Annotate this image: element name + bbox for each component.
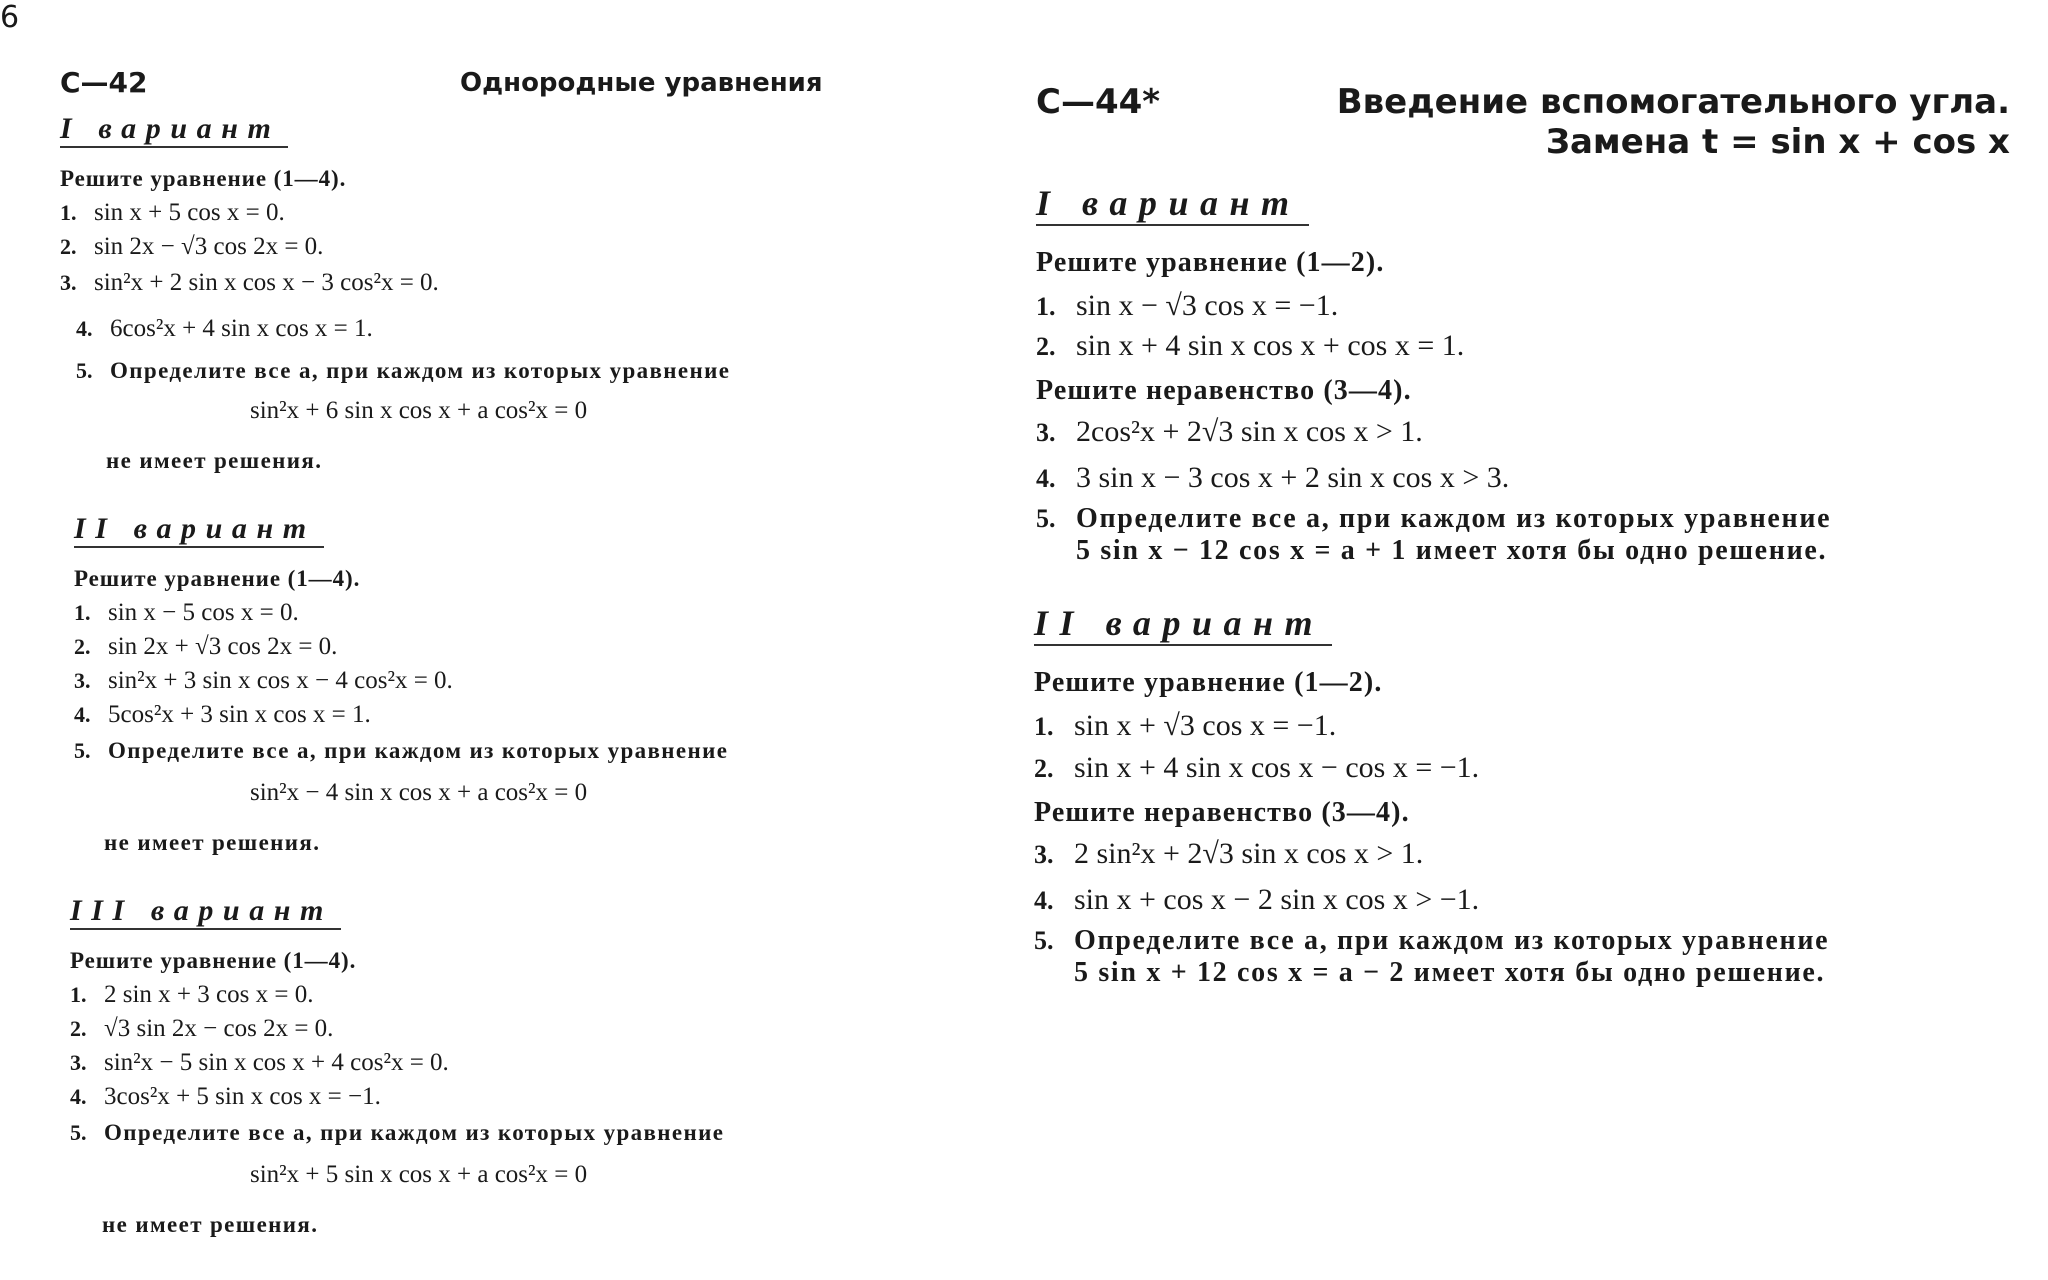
task-number: 5. [70,1120,87,1145]
instruction [1034,664,1382,701]
instruction [1034,794,1410,831]
task-number: 4. [74,702,91,727]
task-number: 3. [1036,418,1056,447]
task-number: 2. [1036,332,1056,361]
task-equation: 2cos²x + 2√3 sin x cos x > 1. [1076,415,1423,448]
task-text: 5 sin x − 12 cos x = a + 1 имеет хотя бы одно решение. [1076,535,1828,566]
section-code: С—44* [1036,82,1161,122]
task-equation: 6cos²x + 4 sin x cos x = 1. [110,315,373,342]
task-tail-text: не имеет решения. [106,448,323,473]
task-text: 5 sin x + 12 cos x = a − 2 имеет хотя бы одно решение. [1074,957,1826,988]
variant-heading: II вариант [74,512,324,548]
task-equation: sin 2x + √3 cos 2x = 0. [108,633,338,660]
task-item-continuation [1076,532,1827,569]
task-item [60,268,439,298]
task-equation: sin x + cos x − 2 sin x cos x > −1. [1074,883,1480,916]
task-equation: 2 sin²x + 2√3 sin x cos x > 1. [1074,837,1424,870]
instruction-text: Решите уравнение (1—2). [1034,667,1383,698]
task-number: 1. [1036,292,1056,321]
task-text: Определите все a, при каждом из которых уравнение [110,358,731,383]
task-number: 2. [60,234,77,259]
task-item [1036,460,1509,497]
variant-heading: I вариант [60,112,288,148]
task-item [1036,288,1338,325]
task-number: 3. [70,1050,87,1075]
instruction-text: Решите уравнение (1—4). [60,166,347,191]
task-number: 1. [60,200,77,225]
task-number: 3. [1034,840,1054,869]
task-equation: sin 2x − √3 cos 2x = 0. [94,233,324,260]
task-equation: 3 sin x − 3 cos x + 2 sin x cos x > 3. [1076,461,1510,494]
section-subtitle: Замена t = sin x + cos x [1545,122,2010,162]
instruction-text: Решите уравнение (1—4). [70,948,357,973]
task-equation: sin x + 4 sin x cos x − cos x = −1. [1074,751,1480,784]
task-equation: √3 sin 2x − cos 2x = 0. [104,1015,334,1042]
task-text: Определите все a, при каждом из которых уравнение [1076,503,1832,534]
task-tail [102,1210,318,1240]
task-number: 5. [1034,926,1054,955]
page-number: 6 [0,0,20,35]
task-item [76,356,730,386]
task-item [74,736,728,766]
task-number: 3. [74,668,91,693]
task-item [70,980,313,1010]
instruction-text: Решите неравенство (3—4). [1034,797,1410,828]
variant-heading: II вариант [1034,602,1332,646]
instruction [60,164,346,194]
task-equation: sin x + 4 sin x cos x + cos x = 1. [1076,329,1465,362]
task-item [1036,414,1423,451]
task-item [76,314,373,344]
task-number: 1. [1034,712,1054,741]
instruction [70,946,356,976]
task-number: 1. [70,982,87,1007]
task-item [74,666,453,696]
task-text: Определите все a, при каждом из которых уравнение [104,1120,725,1145]
task-item [74,598,299,628]
variant-heading: I вариант [1036,182,1309,226]
parametric-equation: sin²x − 4 sin x cos x + a cos²x = 0 [250,779,588,806]
task-tail [106,446,322,476]
task-item [1036,328,1464,365]
parametric-equation: sin²x + 6 sin x cos x + a cos²x = 0 [250,397,588,424]
task-number: 2. [1034,754,1054,783]
task-item [60,232,323,262]
instruction-text: Решите уравнение (1—2). [1036,247,1385,278]
task-equation: 3cos²x + 5 sin x cos x = −1. [104,1083,381,1110]
instruction [74,564,360,594]
task-number: 5. [1036,504,1056,533]
task-number: 5. [76,358,93,383]
task-text: Определите все a, при каждом из которых уравнение [108,738,729,763]
task-item [1034,708,1336,745]
task-number: 2. [70,1016,87,1041]
section-code: С—42 [60,66,148,99]
task-equation: sin x + 5 cos x = 0. [94,199,285,226]
task-number: 2. [74,634,91,659]
task-item [70,1082,381,1112]
task-tail [104,828,320,858]
task-number: 3. [60,270,77,295]
variant-heading: III вариант [70,894,341,930]
task-equation: sin x − √3 cos x = −1. [1076,289,1339,322]
task-tail-text: не имеет решения. [102,1212,319,1237]
task-number: 4. [1036,464,1056,493]
task-number: 5. [74,738,91,763]
task-equation: sin²x − 5 sin x cos x + 4 cos²x = 0. [104,1049,449,1076]
task-item [1034,836,1423,873]
instruction-text: Решите уравнение (1—4). [74,566,361,591]
task-item [1034,750,1479,787]
task-item [70,1048,449,1078]
task-item [74,700,371,730]
parametric-equation: sin²x + 5 sin x cos x + a cos²x = 0 [250,1161,588,1188]
instruction-text: Решите неравенство (3—4). [1036,375,1412,406]
task-equation: sin x − 5 cos x = 0. [108,599,299,626]
task-item [70,1014,333,1044]
section-title: Однородные уравнения [460,68,823,98]
task-number: 1. [74,600,91,625]
task-item [60,198,285,228]
task-equation: sin²x + 3 sin x cos x − 4 cos²x = 0. [108,667,453,694]
task-equation: 2 sin x + 3 cos x = 0. [104,981,314,1008]
task-equation: sin x + √3 cos x = −1. [1074,709,1337,742]
task-number: 4. [70,1084,87,1109]
task-equation: 5cos²x + 3 sin x cos x = 1. [108,701,371,728]
task-number: 4. [1034,886,1054,915]
task-equation: sin²x + 2 sin x cos x − 3 cos²x = 0. [94,269,439,296]
task-item-continuation [1074,954,1825,991]
task-item [74,632,337,662]
task-number: 4. [76,316,93,341]
task-tail-text: не имеет решения. [104,830,321,855]
instruction [1036,372,1412,409]
task-text: Определите все a, при каждом из которых уравнение [1074,925,1830,956]
task-item [1034,882,1479,919]
task-item [70,1118,724,1148]
section-title: Введение вспомогательного угла. [1336,82,2010,122]
instruction [1036,244,1384,281]
